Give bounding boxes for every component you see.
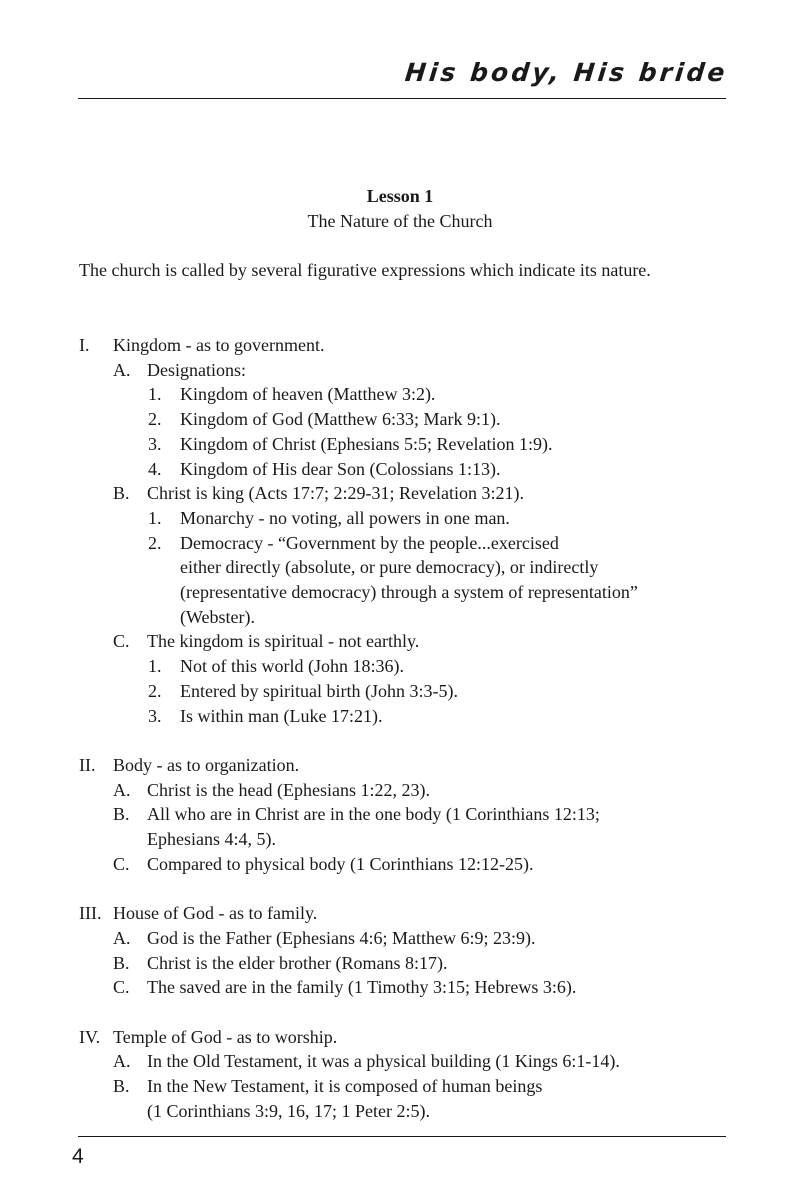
header-title: His body, His bride [403,58,730,87]
item-text: Designations: [147,359,246,380]
item-text: Kingdom of His dear Son (Colossians 1:13). [180,458,501,479]
item-number: III. [79,903,102,924]
outline-item-continued [79,555,729,580]
item-text: Body - as to organization. [113,754,300,775]
item-text: Christ is the head (Ephesians 1:22, 23). [147,779,430,800]
outline-item [79,1049,729,1074]
item-text-line: All who are in Christ are in the one body (1 Corinthians 12:13; [147,804,600,825]
outline-item-continued [79,580,729,605]
item-text: The saved are in the family (1 Timothy 3:15; Hebrews 3:6). [147,977,577,998]
item-text: Kingdom of God (Matthew 6:33; Mark 9:1). [180,409,501,430]
outline-item-continued [79,1099,729,1124]
lesson-heading: Lesson 1 [366,186,434,206]
outline-item [79,975,729,1000]
outline-item-continued [79,827,729,852]
item-number: 1. [148,656,162,677]
outline-item [79,1025,729,1050]
section-kingdom [79,333,729,728]
item-text: Monarchy - no voting, all powers in one man. [180,507,510,528]
lesson-title: The Nature of the Church [307,211,493,231]
item-text: The kingdom is spiritual - not earthly. [147,631,420,652]
outline-item [79,951,729,976]
item-text-line: (1 Corinthians 3:9, 16, 17; 1 Peter 2:5). [147,1100,430,1121]
outline-item [79,901,729,926]
item-number: B. [113,804,130,825]
item-number: 3. [148,705,162,726]
item-number: C. [113,977,130,998]
item-text: Not of this world (John 18:36). [180,656,404,677]
item-text-line: Ephesians 4:4, 5). [147,829,276,850]
item-text: Kingdom - as to government. [113,335,325,355]
item-text: Kingdom of Christ (Ephesians 5:5; Revelation 1:9). [180,433,553,454]
outline-item-continued [79,605,729,630]
item-text: God is the Father (Ephesians 4:6; Matthew 6:9; 23:9). [147,927,536,948]
outline-item [79,382,729,407]
item-text: Christ is king (Acts 17:7; 2:29-31; Revelation 3:21). [147,483,524,504]
item-number: 3. [148,433,162,454]
intro-paragraph: The church is called by several figurative expressions which indicate its nature. [79,260,651,280]
outline-item [79,852,729,877]
outline-item [79,531,729,556]
item-text: Entered by spiritual birth (John 3:3-5). [180,680,458,701]
item-number: 1. [148,507,162,528]
outline-item [79,802,729,827]
item-number: 4. [148,458,162,479]
outline-item [79,926,729,951]
item-number: 2. [148,532,162,553]
section-temple-of-god [79,1025,729,1124]
item-number: 2. [148,409,162,430]
item-number: C. [113,631,130,652]
item-number: 1. [148,384,162,405]
item-number: A. [113,359,131,380]
footer-rule [78,1136,726,1137]
outline-item [79,679,729,704]
item-text: In the Old Testament, it was a physical building (1 Kings 6:1-14). [147,1051,620,1072]
item-text-line: either directly (absolute, or pure democracy), or indirectly [180,557,599,578]
item-text-line: In the New Testament, it is composed of human beings [147,1076,543,1097]
page-number: 4 [72,1145,84,1168]
item-number: B. [113,952,130,973]
item-text: Is within man (Luke 17:21). [180,705,383,726]
outline-item [79,629,729,654]
item-text: Kingdom of heaven (Matthew 3:2). [180,384,436,405]
outline-item [79,704,729,729]
outline-item [79,358,729,383]
item-text: Christ is the elder brother (Romans 8:17). [147,952,448,973]
outline-item [79,432,729,457]
outline-item [79,778,729,803]
item-text-line: (representative democracy) through a system of representation” [180,582,638,603]
item-number: A. [113,1051,131,1072]
outline-item [79,753,729,778]
outline-item [79,333,729,358]
outline [79,333,729,1148]
header-rule [78,98,726,99]
outline-item [79,481,729,506]
item-number: B. [113,1076,130,1097]
item-text-line: (Webster). [180,606,256,627]
item-number: II. [79,754,96,775]
section-house-of-god [79,901,729,1000]
section-body [79,753,729,877]
item-text-line: Democracy - “Government by the people...exercised [180,532,559,553]
outline-item [79,407,729,432]
item-number: A. [113,927,131,948]
outline-item [79,506,729,531]
outline-item [79,457,729,482]
outline-item [79,654,729,679]
item-number: B. [113,483,130,504]
item-number: 2. [148,680,162,701]
outline-item [79,1074,729,1099]
item-number: IV. [79,1026,101,1047]
item-text: House of God - as to family. [113,903,318,924]
item-number: A. [113,779,131,800]
item-text: Temple of God - as to worship. [113,1026,338,1047]
item-text: Compared to physical body (1 Corinthians 12:12-25). [147,853,534,874]
item-number: C. [113,853,130,874]
item-number: I. [79,335,90,355]
